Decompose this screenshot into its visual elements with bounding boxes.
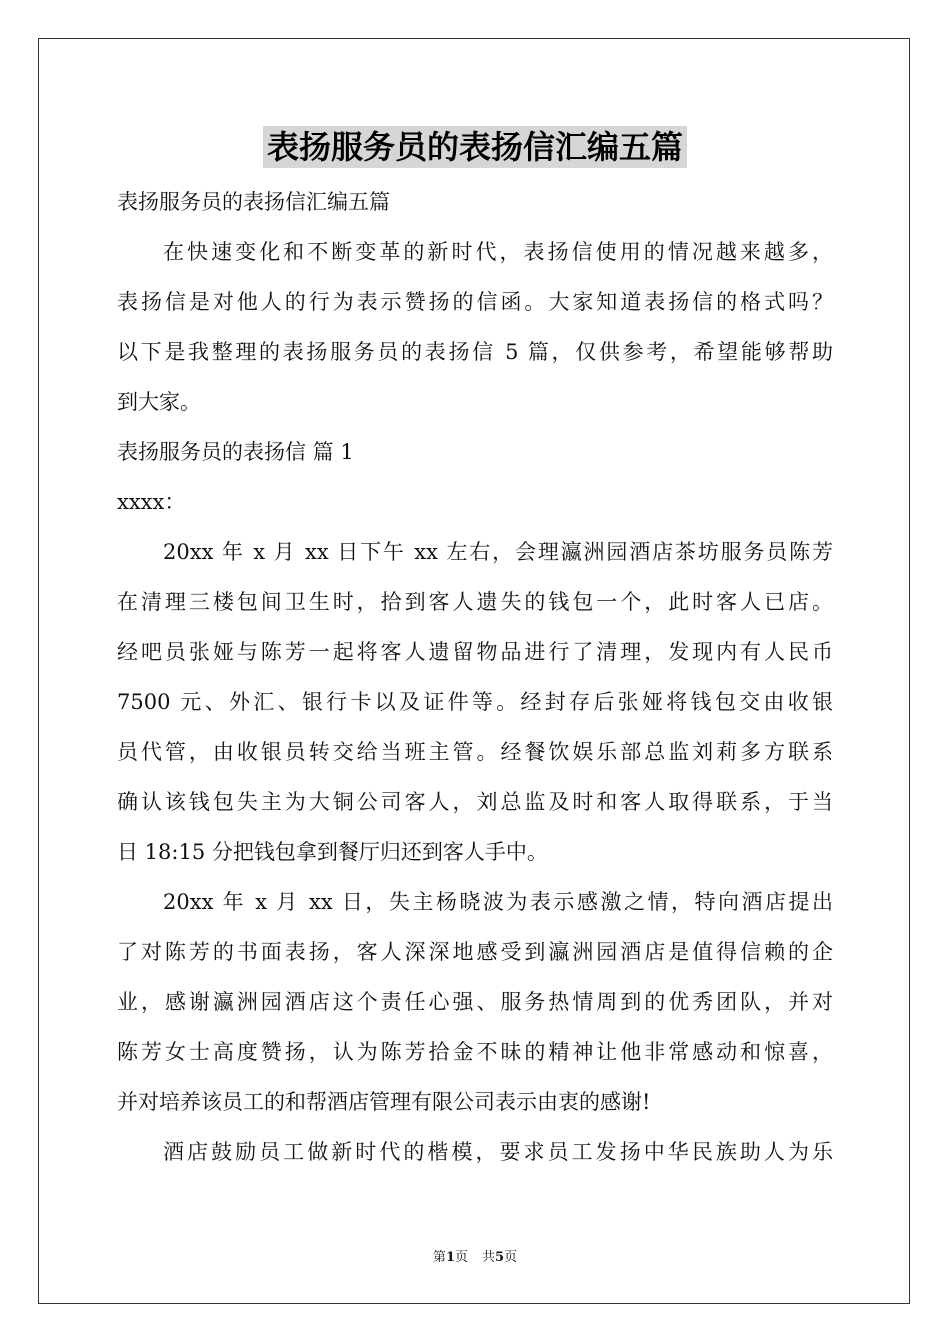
footer-total-pages: 5 <box>495 1250 505 1265</box>
text-line: xxxx： <box>117 490 186 514</box>
document-title: 表扬服务员的表扬信汇编五篇 <box>263 126 687 168</box>
document-body <box>117 177 833 1177</box>
text-line: 经吧员张娅与陈芳一起将客人遗留物品进行了清理，发现内有人民币 <box>117 640 833 664</box>
text-line: 陈芳女士高度赞扬，认为陈芳拾金不昧的精神让他非常感动和惊喜， <box>117 1040 833 1064</box>
text-line: 表扬服务员的表扬信汇编五篇 <box>117 190 390 214</box>
footer-page-number: 1 <box>445 1250 455 1265</box>
text-line: 20xx 年 x 月 xx 日，失主杨晓波为表示感激之情，特向酒店提出 <box>163 890 833 914</box>
text-line: 并对培养该员工的和帮酒店管理有限公司表示由衷的感谢! <box>117 1090 651 1114</box>
page-footer <box>0 1246 950 1265</box>
text-line: 日 18:15 分把钱包拿到餐厅归还到客人手中。 <box>117 840 548 864</box>
text-line: 7500 元、外汇、银行卡以及证件等。经封存后张娅将钱包交由收银 <box>117 690 833 714</box>
title-container <box>0 126 950 168</box>
text-line: 表扬服务员的表扬信 篇 1 <box>117 440 354 464</box>
text-line: 20xx 年 x 月 xx 日下午 xx 左右，会理瀛洲园酒店茶坊服务员陈芳 <box>163 540 833 564</box>
text-line: 业，感谢瀛洲园酒店这个责任心强、服务热情周到的优秀团队，并对 <box>117 990 833 1014</box>
footer-total-suffix: 页 <box>504 1250 518 1265</box>
text-line: 在快速变化和不断变革的新时代，表扬信使用的情况越来越多， <box>163 240 833 264</box>
text-line: 酒店鼓励员工做新时代的楷模，要求员工发扬中华民族助人为乐 <box>163 1140 833 1164</box>
text-line: 到大家。 <box>117 390 201 414</box>
text-line: 表扬信是对他人的行为表示赞扬的信函。大家知道表扬信的格式吗？ <box>117 290 833 314</box>
text-line: 以下是我整理的表扬服务员的表扬信 5 篇，仅供参考，希望能够帮助 <box>117 340 833 364</box>
text-line: 了对陈芳的书面表扬，客人深深地感受到瀛洲园酒店是值得信赖的企 <box>117 940 833 964</box>
footer-page-prefix: 第 <box>432 1250 446 1265</box>
text-line: 在清理三楼包间卫生时，拾到客人遗失的钱包一个，此时客人已店。 <box>117 590 833 614</box>
footer-page-suffix: 页 <box>454 1250 468 1265</box>
text-line: 员代管，由收银员转交给当班主管。经餐饮娱乐部总监刘莉多方联系 <box>117 740 833 764</box>
footer-total-prefix: 共 <box>482 1250 496 1265</box>
text-line: 确认该钱包失主为大铜公司客人，刘总监及时和客人取得联系，于当 <box>117 790 833 814</box>
